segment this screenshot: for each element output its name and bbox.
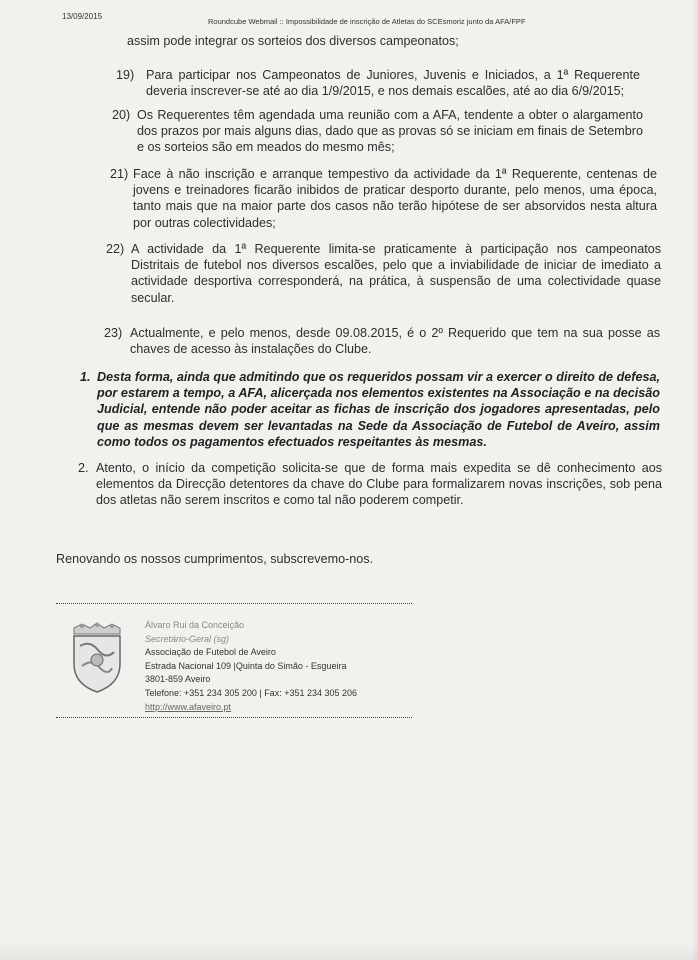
print-date: 13/09/2015 [62, 12, 103, 21]
scan-edge-shadow [692, 0, 698, 960]
phone-fax-line: Telefone: +351 234 305 200 | Fax: +351 234 305 206 [145, 687, 358, 698]
intro-line: assim pode integrar os sorteios dos diversos campeonatos; [127, 34, 459, 48]
website-link[interactable]: http://www.afaveiro.pt [145, 701, 232, 712]
scan-bottom-shadow [0, 942, 698, 960]
para-20-text: Os Requerentes têm agendada uma reunião com a AFA, tendente a obter o alargamento dos prazos por mais alguns dias, dado que as provas só se iniciam em finais de Setembro e os sorteios são em meados do mesmo mês; [137, 108, 643, 155]
item-1-number: 1. [80, 370, 91, 384]
signature-top-divider [56, 603, 412, 604]
para-19-number: 19) [116, 68, 135, 82]
para-23-text: Actualmente, e pelo menos, desde 09.08.2015, é o 2º Requerido que tem na sua posse as chaves de acesso às instalações do Clube. [130, 326, 660, 357]
item-1-text: Desta forma, ainda que admitindo que os requeridos possam vir a exercer o direito de defesa, por estarem a tempo, a AFA, alicerçada nos elementos existentes na Associação e na decisão Judicial, entende não poder aceitar as fichas de inscrição dos jogadores apresentadas, pelo que as mesmas devem ser levantadas na Sede da Associação de Futebol de Aveiro, assim como todos os pagamentos efectuados respeitantes às mesmas. [97, 370, 660, 449]
closing-line: Renovando os nossos cumprimentos, subscrevemo-nos. [56, 552, 374, 566]
print-header-title: Roundcube Webmail :: Impossibilidade de inscrição de Atletas do SCEsmoriz junto da AFA/FPF [208, 17, 526, 26]
para-21-text: Face à não inscrição e arranque tempestivo da actividade da 1ª Requerente, centenas de jovens e treinadores ficarão inibidos de praticar desporto durante, pelo menos, uma época, tanto mais que na maior parte dos casos não terão hipótese de ser absorvidos nesta altura por outras colectividades; [133, 167, 657, 230]
association-crest-logo [68, 622, 126, 694]
item-2-number: 2. [78, 461, 89, 475]
address-line: Estrada Nacional 109 |Quinta do Simão - Esgueira [145, 660, 347, 671]
para-19-text: Para participar nos Campeonatos de Juniores, Juvenis e Iniciados, a 1ª Requerente deveria inscrever-se até ao dia 1/9/2015, e nos demais escalões, até ao dia 6/9/2015; [146, 68, 640, 99]
para-21-number: 21) [110, 167, 129, 181]
postal-line: 3801-859 Aveiro [145, 674, 211, 685]
signature-bottom-divider [56, 717, 412, 718]
para-20-number: 20) [112, 108, 131, 122]
organization-name: Associação de Futebol de Aveiro [145, 647, 276, 658]
para-23-number: 23) [104, 326, 123, 340]
signatory-name: Álvaro Rui da Conceição [145, 620, 245, 630]
para-22-text: A actividade da 1ª Requerente limita-se praticamente à participação nos campeonatos Distritais de futebol nos diversos escalões, pelo que a inviabilidade de iniciar de imediato a actividade desportiva corresponderá, na prática, à suspensão de uma colectividade quase secular. [131, 242, 661, 305]
signatory-role: Secretário-Geral (sg) [145, 633, 230, 644]
email-signature-block [145, 619, 357, 714]
para-22-number: 22) [106, 242, 125, 256]
item-2-text: Atento, o início da competição solicita-se que de forma mais expedita se dê conhecimento aos elementos da Direcção detentores da chave do Clube para formalizarem novas inscrições, sob pena dos atletas não serem inscritos e como tal não poderem competir. [96, 461, 662, 508]
